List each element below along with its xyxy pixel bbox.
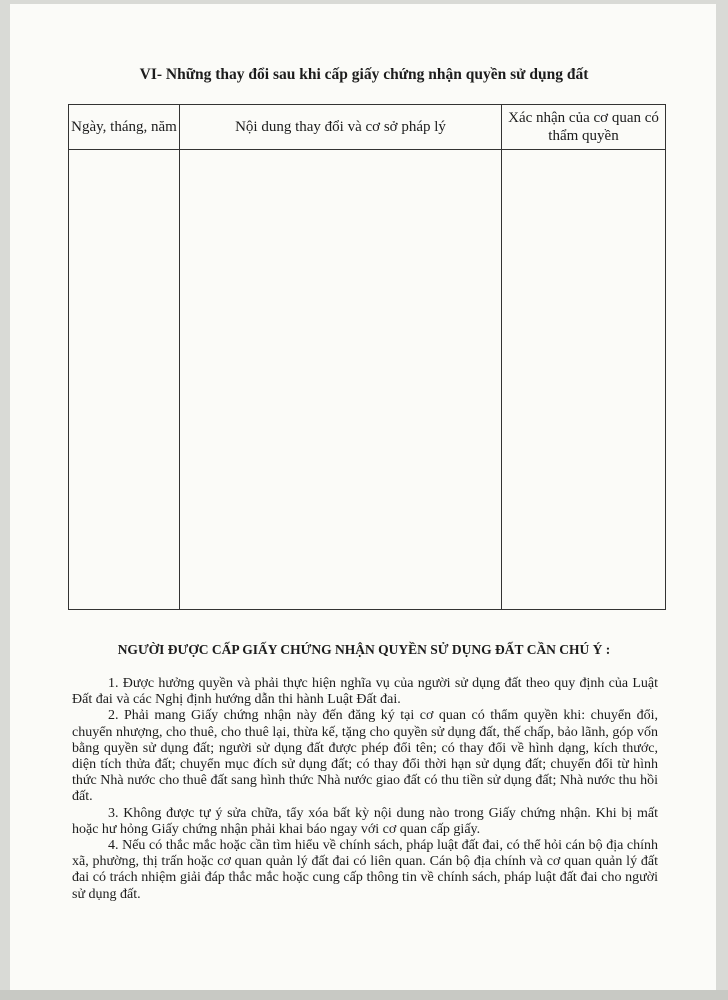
header-date: Ngày, tháng, năm	[69, 105, 180, 150]
changes-table	[68, 104, 666, 610]
notice-item-3: 3. Không được tự ý sửa chữa, tẩy xóa bất kỳ nội dung nào trong Giấy chứng nhận. Khi bị mất hoặc hư hỏng Giấy chứng nhận phải khai báo ngay với cơ quan cấp giấy.	[72, 805, 658, 837]
notice-item-1: 1. Được hưởng quyền và phải thực hiện nghĩa vụ của người sử dụng đất theo quy định của Luật Đất đai và các Nghị định hướng dẫn thi hành Luật Đất đai.	[72, 676, 658, 708]
section-title: VI- Những thay đổi sau khi cấp giấy chứng nhận quyền sử dụng đất	[139, 66, 589, 83]
notice-item-2: 2. Phải mang Giấy chứng nhận này đến đăng ký tại cơ quan có thẩm quyền khi: chuyển đổi, chuyển nhượng, cho thuê, cho thuê lại, thừa kế, tặng cho quyền sử dụng đất, thế chấp, bảo lãnh, góp vốn bằng quyền sử dụng đất; người sử dụng đất được phép đổi tên; có thay đổi về hình dạng, kích thước, diện tích thửa đất; chuyển mục đích sử dụng đất; có thay đổi thời hạn sử dụng đất; chuyển đổi từ hình thức Nhà nước cho thuê đất sang hình thức Nhà nước giao đất có thu tiền sử dụng đất; Nhà nước thu hồi đất.	[72, 708, 658, 805]
cell-confirmation	[502, 150, 666, 610]
page-edge	[0, 990, 728, 1000]
table-header-row	[69, 105, 666, 150]
notice-title: NGƯỜI ĐƯỢC CẤP GIẤY CHỨNG NHẬN QUYỀN SỬ DỤNG ĐẤT CẦN CHÚ Ý :	[117, 642, 611, 657]
cell-content	[180, 150, 502, 610]
header-content: Nội dung thay đổi và cơ sở pháp lý	[180, 105, 502, 150]
table-row	[69, 150, 666, 610]
notice-list	[72, 676, 658, 903]
cell-date	[69, 150, 180, 610]
header-confirmation: Xác nhận của cơ quan có thẩm quyền	[502, 105, 666, 150]
notice-item-4: 4. Nếu có thắc mắc hoặc cần tìm hiểu về chính sách, pháp luật đất đai, có thể hỏi cán bộ địa chính xã, phường, thị trấn hoặc cơ quan quản lý đất đai có liên quan. Cán bộ địa chính và cơ quan quản lý đất đai có trách nhiệm giải đáp thắc mắc hoặc cung cấp thông tin về chính sách, pháp luật đất đai cho người sử dụng đất.	[72, 838, 658, 902]
